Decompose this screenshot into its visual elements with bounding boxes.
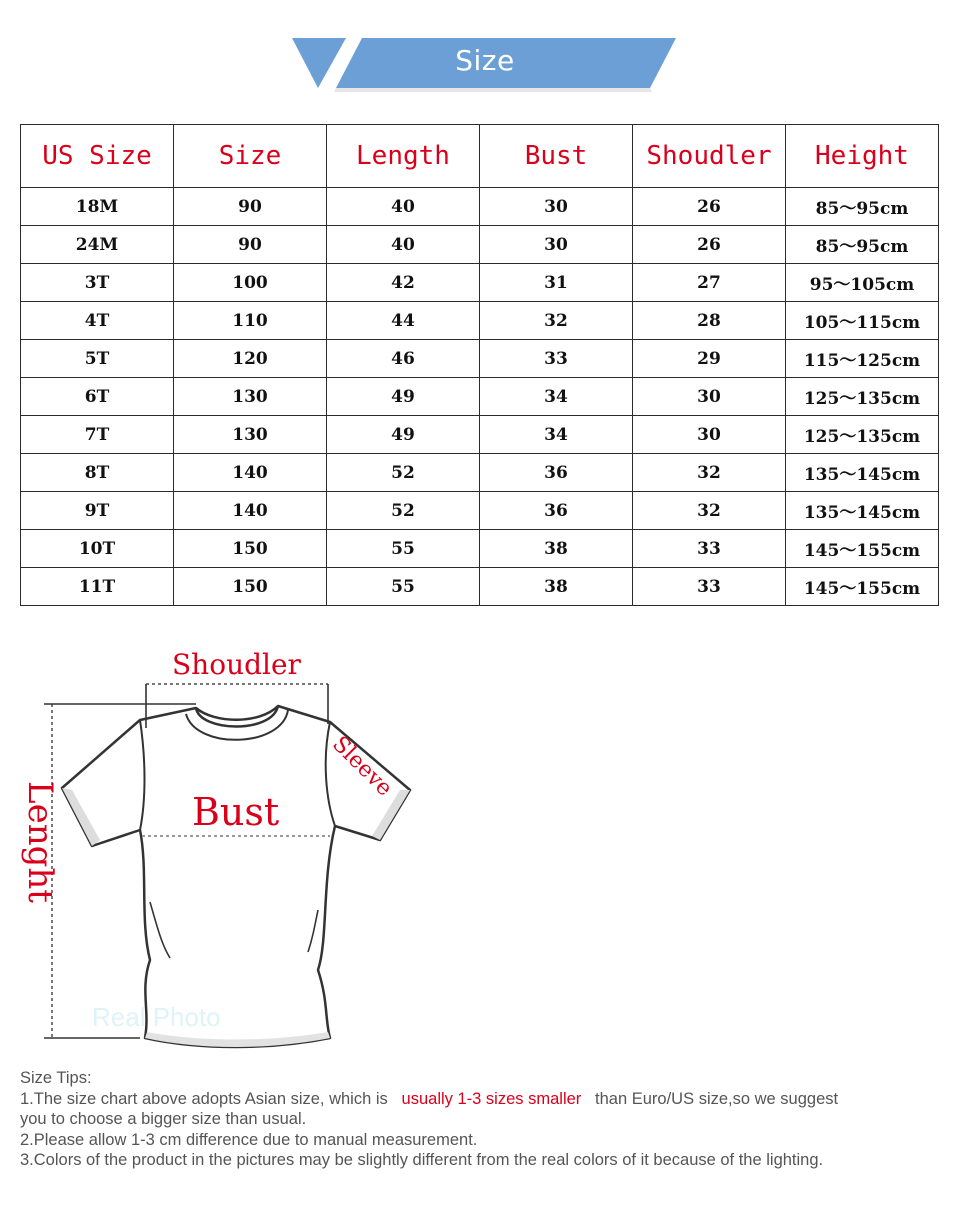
size-tips	[20, 1068, 940, 1171]
table-row	[21, 226, 939, 264]
table-row	[21, 530, 939, 568]
header-size: Size	[174, 125, 327, 188]
cell-height: 145～155cm	[786, 568, 939, 606]
cell-length: 55	[327, 568, 480, 606]
cell-height: 125～135cm	[786, 378, 939, 416]
watermark: Real Photo	[92, 1002, 221, 1032]
cell-bust: 38	[480, 568, 633, 606]
shoulder-label: Shoudler	[172, 648, 301, 681]
table-row	[21, 264, 939, 302]
cell-length: 52	[327, 454, 480, 492]
cell-us-size: 4T	[21, 302, 174, 340]
cell-height: 95～105cm	[786, 264, 939, 302]
cell-size: 110	[174, 302, 327, 340]
cell-shoulder: 32	[633, 454, 786, 492]
tip-1-pre: 1.The size chart above adopts Asian size, which is	[20, 1089, 388, 1108]
table-row	[21, 416, 939, 454]
cell-us-size: 5T	[21, 340, 174, 378]
cell-us-size: 7T	[21, 416, 174, 454]
cell-shoulder: 30	[633, 416, 786, 454]
cell-shoulder: 33	[633, 530, 786, 568]
header-length: Length	[327, 125, 480, 188]
cell-height: 115～125cm	[786, 340, 939, 378]
cell-size: 90	[174, 188, 327, 226]
cell-size: 150	[174, 530, 327, 568]
cell-us-size: 8T	[21, 454, 174, 492]
cell-shoulder: 33	[633, 568, 786, 606]
table-row	[21, 340, 939, 378]
cell-length: 55	[327, 530, 480, 568]
cell-size: 90	[174, 226, 327, 264]
tip-3: 3.Colors of the product in the pictures may be slightly different from the real colors of it because of the lighting.	[20, 1151, 824, 1169]
cell-shoulder: 28	[633, 302, 786, 340]
cell-size: 140	[174, 492, 327, 530]
cell-height: 135～145cm	[786, 492, 939, 530]
tips-heading: Size Tips:	[20, 1069, 92, 1087]
cell-shoulder: 27	[633, 264, 786, 302]
cell-size: 150	[174, 568, 327, 606]
cell-bust: 33	[480, 340, 633, 378]
tip-1-post: than Euro/US size,so we suggest	[595, 1089, 839, 1108]
tip-1-highlight: usually 1-3 sizes smaller	[401, 1089, 582, 1108]
cell-bust: 34	[480, 416, 633, 454]
sleeve-label: Sleeve	[327, 731, 397, 802]
size-chart-table	[20, 124, 939, 606]
tip-1-continued: you to choose a bigger size than usual.	[20, 1110, 307, 1128]
cell-height: 145～155cm	[786, 530, 939, 568]
cell-us-size: 9T	[21, 492, 174, 530]
tip-2: 2.Please allow 1-3 cm difference due to manual measurement.	[20, 1130, 478, 1149]
cell-length: 42	[327, 264, 480, 302]
cell-bust: 30	[480, 188, 633, 226]
cell-size: 100	[174, 264, 327, 302]
cell-us-size: 3T	[21, 264, 174, 302]
cell-length: 52	[327, 492, 480, 530]
length-label: Lenght	[20, 781, 60, 903]
cell-bust: 31	[480, 264, 633, 302]
cell-bust: 32	[480, 302, 633, 340]
cell-height: 105～115cm	[786, 302, 939, 340]
cell-height: 135～145cm	[786, 454, 939, 492]
table-row	[21, 302, 939, 340]
cell-us-size: 11T	[21, 568, 174, 606]
banner-title: Size	[455, 44, 515, 77]
cell-length: 44	[327, 302, 480, 340]
cell-bust: 38	[480, 530, 633, 568]
table-row	[21, 568, 939, 606]
cell-size: 130	[174, 378, 327, 416]
cell-shoulder: 26	[633, 188, 786, 226]
cell-us-size: 6T	[21, 378, 174, 416]
cell-length: 49	[327, 378, 480, 416]
cell-size: 130	[174, 416, 327, 454]
tshirt-outline-icon	[0, 640, 460, 1060]
cell-bust: 30	[480, 226, 633, 264]
cell-shoulder: 30	[633, 378, 786, 416]
table-row	[21, 454, 939, 492]
table-row	[21, 492, 939, 530]
cell-us-size: 24M	[21, 226, 174, 264]
cell-height: 85～95cm	[786, 226, 939, 264]
cell-us-size: 10T	[21, 530, 174, 568]
bust-label: Bust	[192, 790, 280, 834]
table-header-row	[21, 125, 939, 188]
header-height: Height	[786, 125, 939, 188]
cell-bust: 36	[480, 454, 633, 492]
cell-length: 46	[327, 340, 480, 378]
cell-us-size: 18M	[21, 188, 174, 226]
cell-shoulder: 26	[633, 226, 786, 264]
size-banner	[0, 0, 960, 110]
table-row	[21, 378, 939, 416]
header-us-size: US Size	[21, 125, 174, 188]
header-shoulder: Shoudler	[633, 125, 786, 188]
cell-size: 140	[174, 454, 327, 492]
header-bust: Bust	[480, 125, 633, 188]
cell-shoulder: 29	[633, 340, 786, 378]
cell-length: 40	[327, 226, 480, 264]
cell-height: 85～95cm	[786, 188, 939, 226]
cell-bust: 36	[480, 492, 633, 530]
tshirt-measurement-diagram	[0, 640, 460, 1060]
cell-length: 40	[327, 188, 480, 226]
tip-1	[20, 1089, 940, 1110]
cell-height: 125～135cm	[786, 416, 939, 454]
cell-shoulder: 32	[633, 492, 786, 530]
cell-length: 49	[327, 416, 480, 454]
cell-size: 120	[174, 340, 327, 378]
table-row	[21, 188, 939, 226]
cell-bust: 34	[480, 378, 633, 416]
